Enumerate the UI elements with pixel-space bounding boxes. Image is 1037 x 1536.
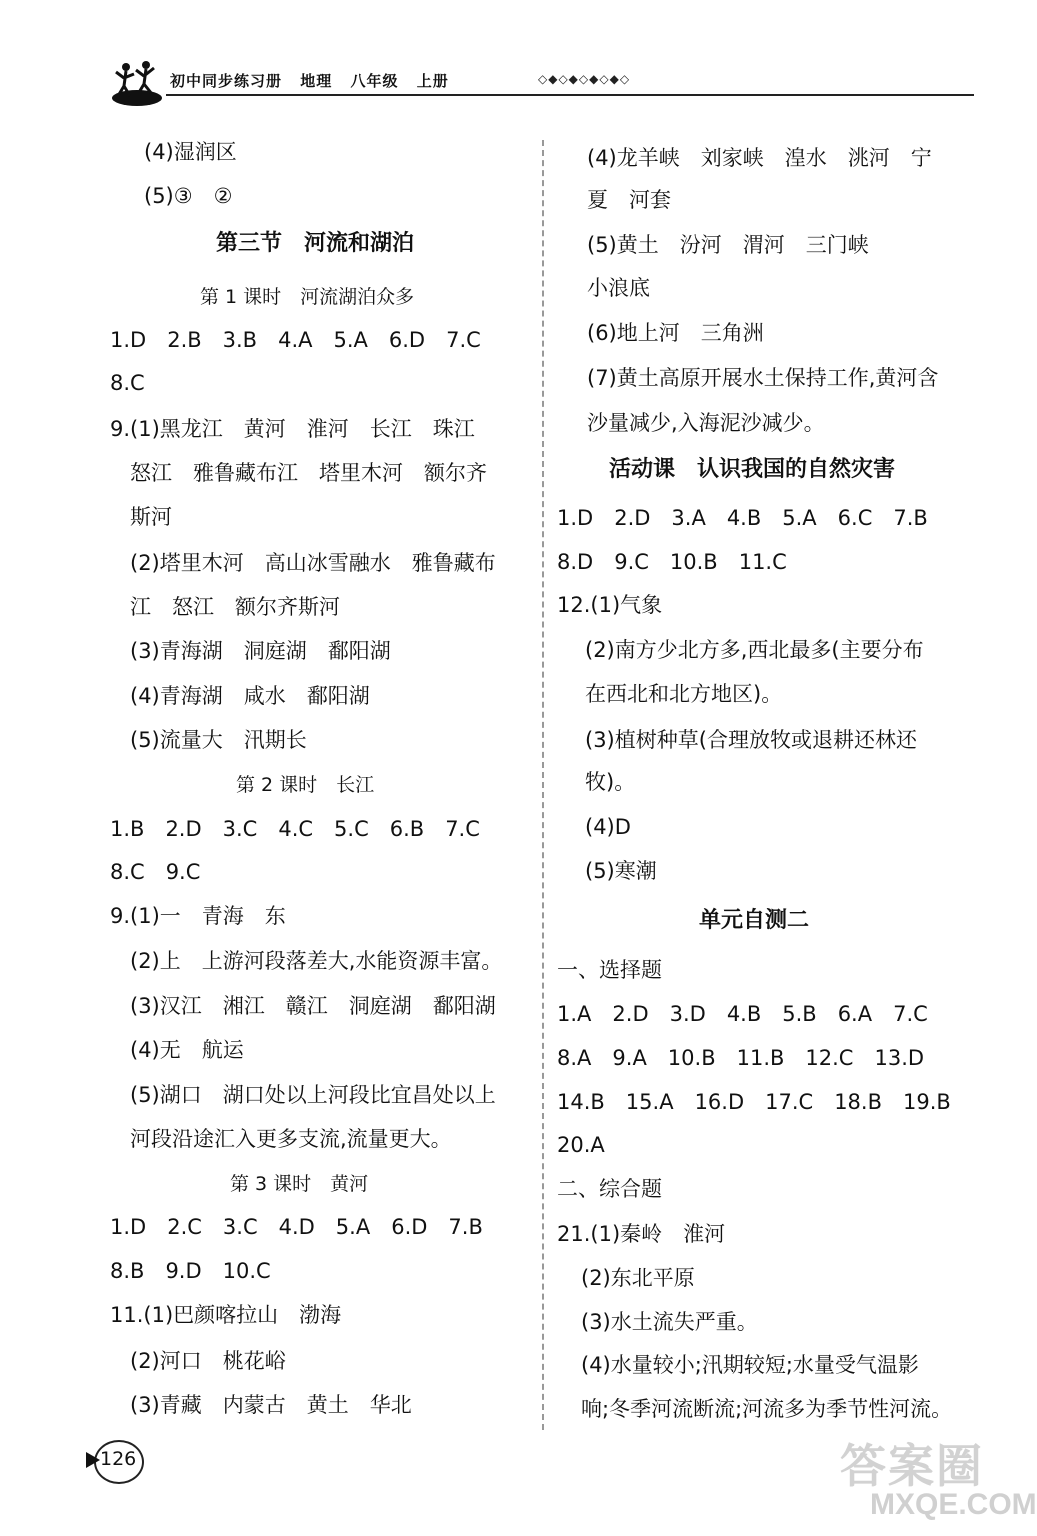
- answer-line: (3)植树种草(合理放牧或退耕还林还: [585, 728, 917, 752]
- answer-line: (2)塔里木河 高山冰雪融水 雅鲁藏布: [130, 551, 496, 575]
- watermark: [840, 1430, 1037, 1530]
- page-header: [110, 58, 980, 108]
- answer-line: 1.A 2.D 3.D 4.B 5.B 6.A 7.C: [557, 1002, 928, 1026]
- answer-line: 8.B 9.D 10.C: [110, 1259, 271, 1283]
- volume: 上册: [416, 72, 449, 90]
- answer-line: (2)上 上游河段落差大,水能资源丰富。: [130, 949, 503, 973]
- answer-line: 21.(1)秦岭 淮河: [557, 1222, 726, 1246]
- answer-line: 1.D 2.B 3.B 4.A 5.A 6.D 7.C: [110, 328, 481, 352]
- answer-line: 9.(1)一 青海 东: [110, 904, 286, 928]
- answer-line: (5)③ ②: [144, 184, 233, 208]
- answer-line: 8.C: [110, 371, 145, 395]
- book-title: [170, 70, 461, 91]
- answer-line: (5)寒潮: [585, 859, 657, 883]
- answer-line: (3)青藏 内蒙古 黄土 华北: [130, 1393, 412, 1417]
- answer-line: (4)湿润区: [144, 140, 237, 164]
- answer-line: 二、综合题: [557, 1177, 662, 1201]
- watermark-url: MXQE.COM: [870, 1488, 1037, 1521]
- answer-line: 1.D 2.D 3.A 4.B 5.A 6.C 7.B: [557, 506, 928, 530]
- answer-line: 1.B 2.D 3.C 4.C 5.C 6.B 7.C: [110, 817, 480, 841]
- answer-line: 江 怒江 额尔齐斯河: [130, 595, 340, 619]
- answer-line: (4)无 航运: [130, 1038, 244, 1062]
- answer-line: 8.A 9.A 10.B 11.B 12.C 13.D: [557, 1046, 925, 1070]
- answer-line: (2)南方少北方多,西北最多(主要分布: [585, 638, 924, 662]
- answer-line: (6)地上河 三角洲: [587, 321, 764, 345]
- answer-line: 牧)。: [585, 770, 636, 794]
- answer-line: 怒江 雅鲁藏布江 塔里木河 额尔齐: [130, 461, 487, 485]
- answer-line: (4)水量较小;汛期较短;水量受气温影: [581, 1353, 919, 1377]
- answer-line: (2)河口 桃花峪: [130, 1349, 286, 1373]
- answer-line: 夏 河套: [587, 188, 671, 212]
- answer-line: 1.D 2.C 3.C 4.D 5.A 6.D 7.B: [110, 1215, 483, 1239]
- header-rule: [166, 94, 974, 96]
- runners-logo-icon: [110, 58, 164, 106]
- lesson-title: 第 3 课时 黄河: [230, 1173, 369, 1195]
- answer-line: (4)D: [585, 815, 631, 839]
- column-divider: [542, 140, 544, 1430]
- answer-line: (5)黄土 汾河 渭河 三门峡: [587, 233, 869, 257]
- section-title: 第三节 河流和湖泊: [216, 231, 415, 256]
- answer-line: 河段沿途汇入更多支流,流量更大。: [130, 1127, 452, 1151]
- answer-line: (4)青海湖 咸水 鄱阳湖: [130, 684, 370, 708]
- book-series: 初中同步练习册: [170, 72, 283, 90]
- answer-line: (3)水土流失严重。: [581, 1310, 758, 1334]
- answer-line: 20.A: [557, 1133, 605, 1157]
- watermark-logo: 答案圈: [840, 1439, 984, 1493]
- answer-line: 9.(1)黑龙江 黄河 淮河 长江 珠江: [110, 417, 475, 441]
- answer-line: 斯河: [130, 505, 172, 529]
- answer-line: (3)汉江 湘江 赣江 洞庭湖 鄱阳湖: [130, 994, 496, 1018]
- page-number-text: 126: [100, 1448, 137, 1470]
- answer-line: 一、选择题: [557, 958, 662, 982]
- section-title: 活动课 认识我国的自然灾害: [609, 457, 896, 482]
- answer-line: 沙量减少,入海泥沙减少。: [587, 411, 825, 435]
- answer-line: 11.(1)巴颜喀拉山 渤海: [110, 1303, 342, 1327]
- section-title: 单元自测二: [699, 908, 810, 933]
- answer-line: 8.D 9.C 10.B 11.C: [557, 550, 787, 574]
- answer-line: (5)湖口 湖口处以上河段比宜昌处以上: [130, 1083, 496, 1107]
- answer-line: 8.C 9.C: [110, 860, 201, 884]
- header-decoration: ◇◆◇◆◇◆◇◆◇: [538, 72, 631, 86]
- grade: 八年级: [350, 72, 399, 90]
- answer-line: 响;冬季河流断流;河流多为季节性河流。: [581, 1397, 953, 1421]
- page-number: [86, 1440, 138, 1480]
- answer-line: 在西北和北方地区)。: [585, 682, 783, 706]
- answer-line: (5)流量大 汛期长: [130, 728, 307, 752]
- answer-line: (4)龙羊峡 刘家峡 湟水 洮河 宁: [587, 146, 932, 170]
- lesson-title: 第 1 课时 河流湖泊众多: [200, 286, 415, 308]
- answer-line: 14.B 15.A 16.D 17.C 18.B 19.B: [557, 1090, 951, 1114]
- answer-line: (3)青海湖 洞庭湖 鄱阳湖: [130, 639, 391, 663]
- lesson-title: 第 2 课时 长江: [236, 774, 375, 796]
- answer-line: (2)东北平原: [581, 1266, 695, 1290]
- page-pointer-icon: [86, 1452, 100, 1468]
- subject: 地理: [300, 72, 333, 90]
- answer-line: (7)黄土高原开展水土保持工作,黄河含: [587, 366, 939, 390]
- answer-line: 小浪底: [587, 276, 650, 300]
- answer-line: 12.(1)气象: [557, 593, 663, 617]
